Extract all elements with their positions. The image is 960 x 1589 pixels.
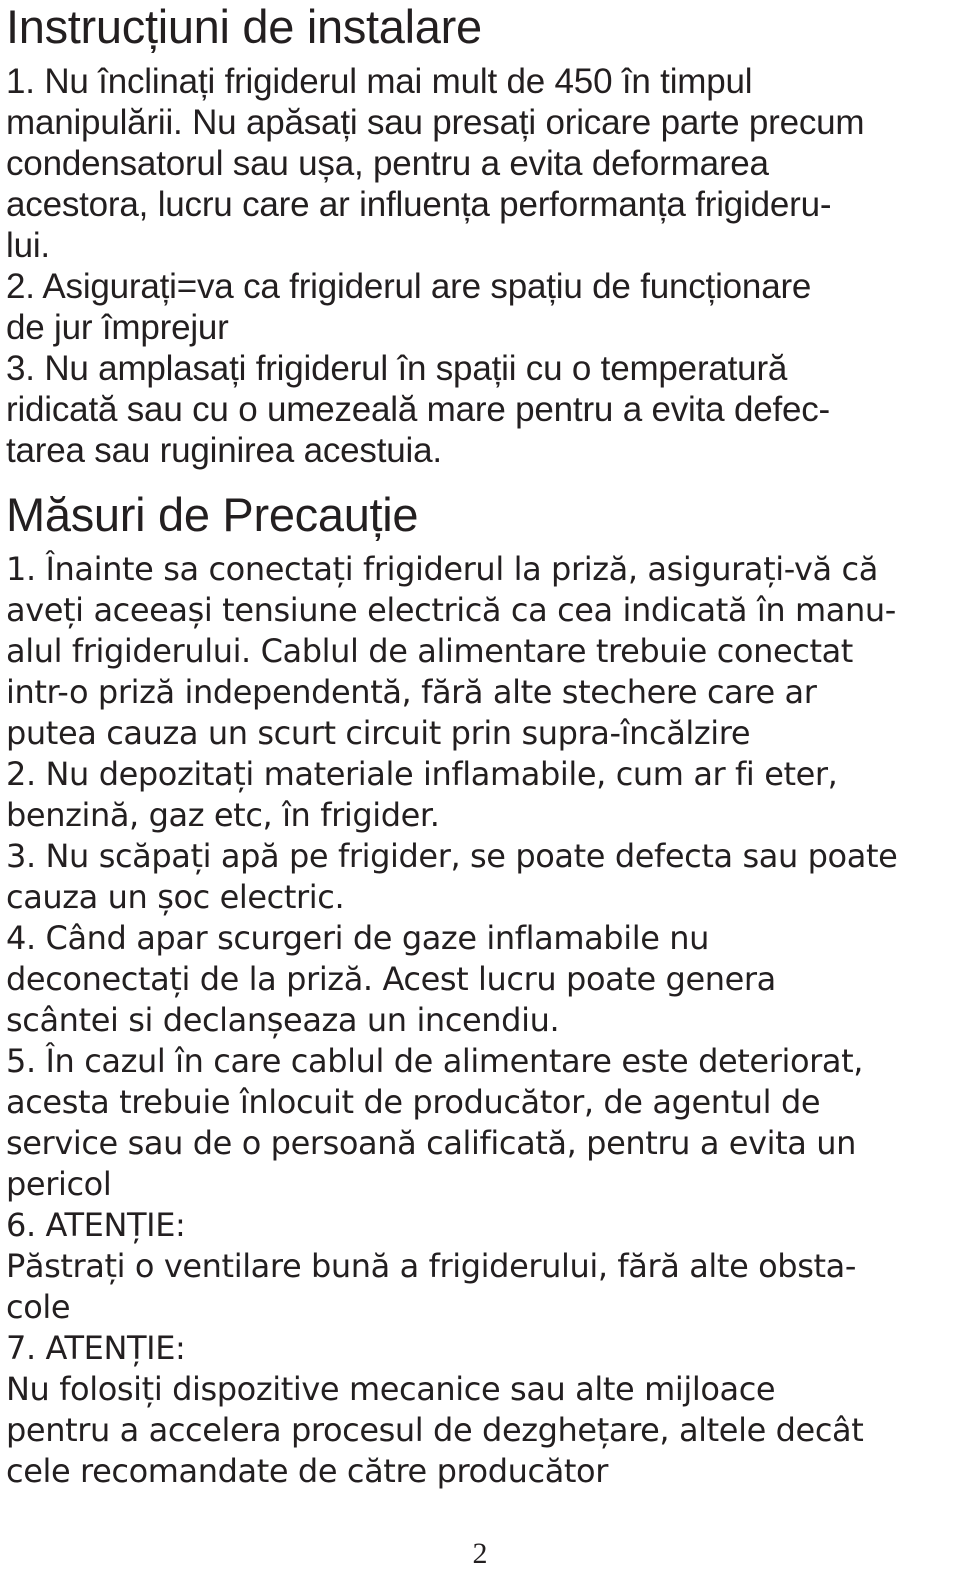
text-line: ridicată sau cu o umezeală mare pentru a evita defec- xyxy=(6,390,831,429)
text-line: cole xyxy=(6,1288,71,1326)
text-line: putea cauza un scurt circuit prin supra-încălzire xyxy=(6,714,751,752)
text-line: pericol xyxy=(6,1165,112,1203)
text-line: 1. Înainte sa conectați frigiderul la priză, asigurați-vă că xyxy=(6,550,878,588)
text-line: lui. xyxy=(6,226,50,265)
install-instructions xyxy=(6,61,956,471)
text-line: condensatorul sau ușa, pentru a evita deformarea xyxy=(6,144,769,183)
text-line: cele recomandate de către producător xyxy=(6,1452,608,1490)
text-line: benzină, gaz etc, în frigider. xyxy=(6,796,440,834)
page-number: 2 xyxy=(472,1537,488,1570)
text-line: 5. În cazul în care cablul de alimentare este deteriorat, xyxy=(6,1042,864,1080)
text-line: acestora, lucru care ar influența performanța frigideru- xyxy=(6,185,832,224)
text-line: 3. Nu scăpați apă pe frigider, se poate defecta sau poate xyxy=(6,837,898,875)
text-line: manipulării. Nu apăsați sau presați oricare parte precum xyxy=(6,103,865,142)
install-heading: Instrucțiuni de instalare xyxy=(6,0,482,53)
text-line: 4. Când apar scurgeri de gaze inflamabile nu xyxy=(6,919,710,957)
text-line: 1. Nu înclinați frigiderul mai mult de 450 în timpul xyxy=(6,62,753,101)
text-line: acesta trebuie înlocuit de producător, de agentul de xyxy=(6,1083,821,1121)
text-line: de jur împrejur xyxy=(6,308,229,347)
text-line: intr-o priză independentă, fără alte stechere care ar xyxy=(6,673,817,711)
text-line: 2. Nu depozitați materiale inflamabile, cum ar fi eter, xyxy=(6,755,838,793)
text-line: cauza un șoc electric. xyxy=(6,878,345,916)
text-line: Nu folosiți dispozitive mecanice sau alte mijloace xyxy=(6,1370,776,1408)
precautions-heading: Măsuri de Precauție xyxy=(6,488,419,541)
text-line: pentru a accelera procesul de dezghețare, altele decât xyxy=(6,1411,864,1449)
text-line: 6. ATENȚIE: xyxy=(6,1206,186,1244)
text-line: 3. Nu amplasați frigiderul în spații cu o temperatură xyxy=(6,349,788,388)
text-line: 2. Asigurați=va ca frigiderul are spațiu de funcționare xyxy=(6,267,812,306)
text-line: deconectați de la priză. Acest lucru poate genera xyxy=(6,960,776,998)
text-line: 7. ATENȚIE: xyxy=(6,1329,186,1367)
precautions-list xyxy=(6,549,956,1492)
text-line: alul frigiderului. Cablul de alimentare trebuie conectat xyxy=(6,632,853,670)
text-line: aveți aceeași tensiune electrică ca cea indicată în manu- xyxy=(6,591,896,629)
text-line: Păstrați o ventilare bună a frigiderului, fără alte obsta- xyxy=(6,1247,856,1285)
text-line: scântei si declanșeaza un incendiu. xyxy=(6,1001,560,1039)
text-line: service sau de o persoană calificată, pentru a evita un xyxy=(6,1124,857,1162)
text-line: tarea sau ruginirea acestuia. xyxy=(6,431,442,470)
